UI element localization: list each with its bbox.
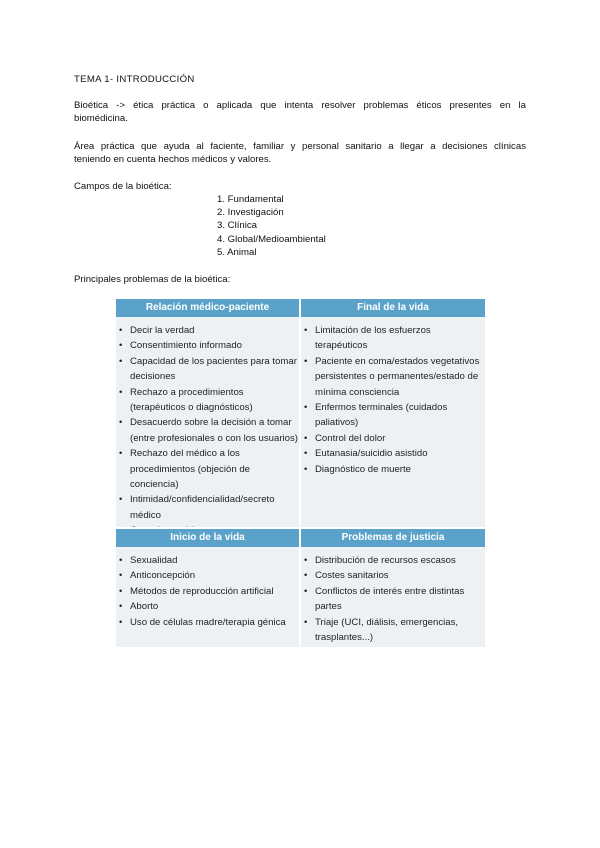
area-line-2: teniendo en cuenta hechos médicos y valores. [74, 154, 272, 165]
list-item: • Conflictos de interés entre distintas partes [301, 584, 481, 615]
problemas-title: Principales problemas de la bioética: [74, 274, 231, 285]
list-item: • Eutanasia/suicidio asistido [301, 446, 481, 461]
list-item: • Rechazo del médico a los procedimientos (objeción de conciencia) [116, 446, 299, 492]
list-item: • Rechazo a procedimientos (terapéuticos o diagnósticos) [116, 385, 299, 416]
cell-final-de-la-vida [301, 319, 485, 527]
problems-table [116, 299, 485, 647]
list-item: • Intimidad/confidencialidad/secreto médico [116, 492, 299, 523]
list-item: • Enfermos terminales (cuidados paliativos) [301, 400, 481, 431]
list-item: • Aborto [116, 599, 299, 614]
list-item: • Anticoncepción [116, 568, 299, 583]
campos-list [217, 193, 326, 259]
cell-inicio-de-la-vida [116, 549, 299, 647]
list-item: • Consentimiento informado [116, 338, 299, 353]
list-item: • Decir la verdad [116, 323, 299, 338]
list-item: 2. Investigación [217, 207, 284, 219]
header-problemas-de-justicia: Problemas de justicia [301, 529, 485, 547]
area-line-1: Área práctica que ayuda al faciente, familiar y personal sanitario a llegar a decisiones clínicas [74, 141, 526, 152]
list-item: 3. Clínica [217, 220, 257, 232]
list-item: 4. Global/Medioambiental [217, 233, 326, 245]
list-item: • Sexualidad [116, 553, 299, 568]
list-item: • Desacuerdo sobre la decisión a tomar (entre profesionales o con los usuarios) [116, 415, 299, 446]
list-item: • Control del dolor [301, 431, 481, 446]
list-item: • Diagnóstico de muerte [301, 462, 481, 477]
header-final-de-la-vida: Final de la vida [301, 299, 485, 317]
cell-relacion-medico-paciente [116, 319, 299, 527]
list-item: • Métodos de reproducción artificial [116, 584, 299, 599]
list-item: • Triaje (UCI, diálisis, emergencias, trasplantes...) [301, 615, 481, 646]
header-inicio-de-la-vida: Inicio de la vida [116, 529, 299, 547]
list-item: • Distribución de recursos escasos [301, 553, 481, 568]
header-relacion-medico-paciente: Relación médico-paciente [116, 299, 299, 317]
definition-line-1: Bioética -> ética práctica o aplicada que intenta resolver problemas éticos presentes en la [74, 100, 526, 111]
campos-title: Campos de la bioética: [74, 181, 172, 192]
cell-problemas-de-justicia [301, 549, 485, 647]
list-item: • Costes sanitarios [301, 568, 481, 583]
column-divider [299, 299, 301, 647]
list-item: • Paciente en coma/estados vegetativos persistentes o permanentes/estado de mínima consciencia [301, 354, 481, 400]
list-item: • Capacidad de los pacientes para tomar decisiones [116, 354, 299, 385]
definition-line-2: biomédicina. [74, 113, 128, 124]
list-item: 1. Fundamental [217, 194, 284, 205]
list-item: 5. Animal [217, 246, 257, 258]
list-item: • Uso de células madre/terapia génica [116, 615, 299, 630]
page-title: TEMA 1- INTRODUCCIÓN [74, 74, 195, 85]
list-item: • Limitación de los esfuerzos terapéuticos [301, 323, 481, 354]
